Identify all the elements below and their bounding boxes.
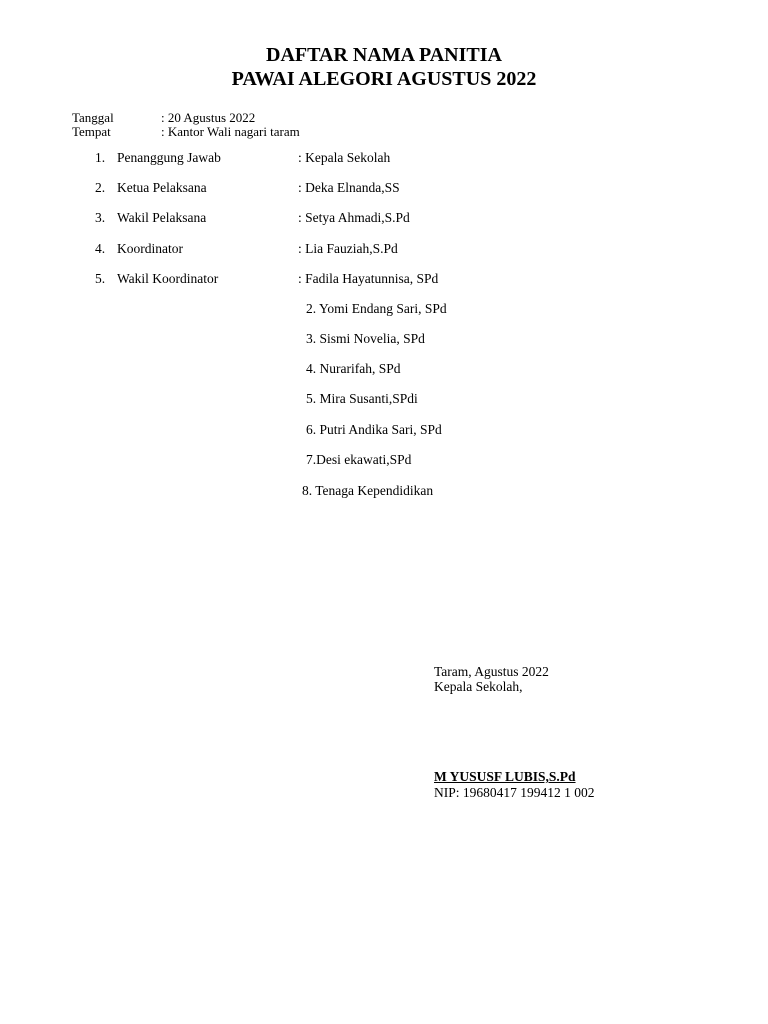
date-label: Tanggal — [72, 110, 114, 125]
committee-role: Wakil Koordinator — [117, 271, 219, 286]
committee-number: 3. — [95, 210, 106, 225]
place-label: Tempat — [72, 124, 111, 139]
committee-value: : Kepala Sekolah — [298, 150, 391, 165]
title-line-2: PAWAI ALEGORI AGUSTUS 2022 — [231, 68, 537, 90]
place-value: : Kantor Wali nagari taram — [161, 124, 300, 139]
committee-role: Wakil Pelaksana — [117, 210, 207, 225]
committee-role: Koordinator — [117, 241, 183, 256]
committee-number: 2. — [95, 180, 106, 195]
signatory-name: M YUSUSF LUBIS,S.Pd — [434, 769, 576, 784]
member-item: 8. Tenaga Kependidikan — [302, 483, 434, 498]
member-item: 3. Sismi Novelia, SPd — [306, 331, 425, 346]
signature-position: Kepala Sekolah, — [434, 679, 523, 694]
date-value: : 20 Agustus 2022 — [161, 110, 256, 125]
committee-value: : Fadila Hayatunnisa, SPd — [298, 271, 439, 286]
member-item: 4. Nurarifah, SPd — [306, 361, 401, 376]
committee-role: Penanggung Jawab — [117, 150, 221, 165]
committee-number: 1. — [95, 150, 106, 165]
member-item: 6. Putri Andika Sari, SPd — [306, 422, 442, 437]
title-line-1: DAFTAR NAMA PANITIA — [266, 44, 502, 66]
member-item: 5. Mira Susanti,SPdi — [306, 391, 418, 406]
signatory-nip: NIP: 19680417 199412 1 002 — [434, 785, 595, 800]
committee-value: : Lia Fauziah,S.Pd — [298, 241, 398, 256]
signature-place-date: Taram, Agustus 2022 — [434, 664, 549, 679]
committee-value: : Deka Elnanda,SS — [298, 180, 400, 195]
member-item: 2. Yomi Endang Sari, SPd — [306, 301, 447, 316]
committee-role: Ketua Pelaksana — [117, 180, 207, 195]
committee-number: 4. — [95, 241, 106, 256]
committee-number: 5. — [95, 271, 106, 286]
committee-value: : Setya Ahmadi,S.Pd — [298, 210, 410, 225]
member-item: 7.Desi ekawati,SPd — [306, 452, 412, 467]
